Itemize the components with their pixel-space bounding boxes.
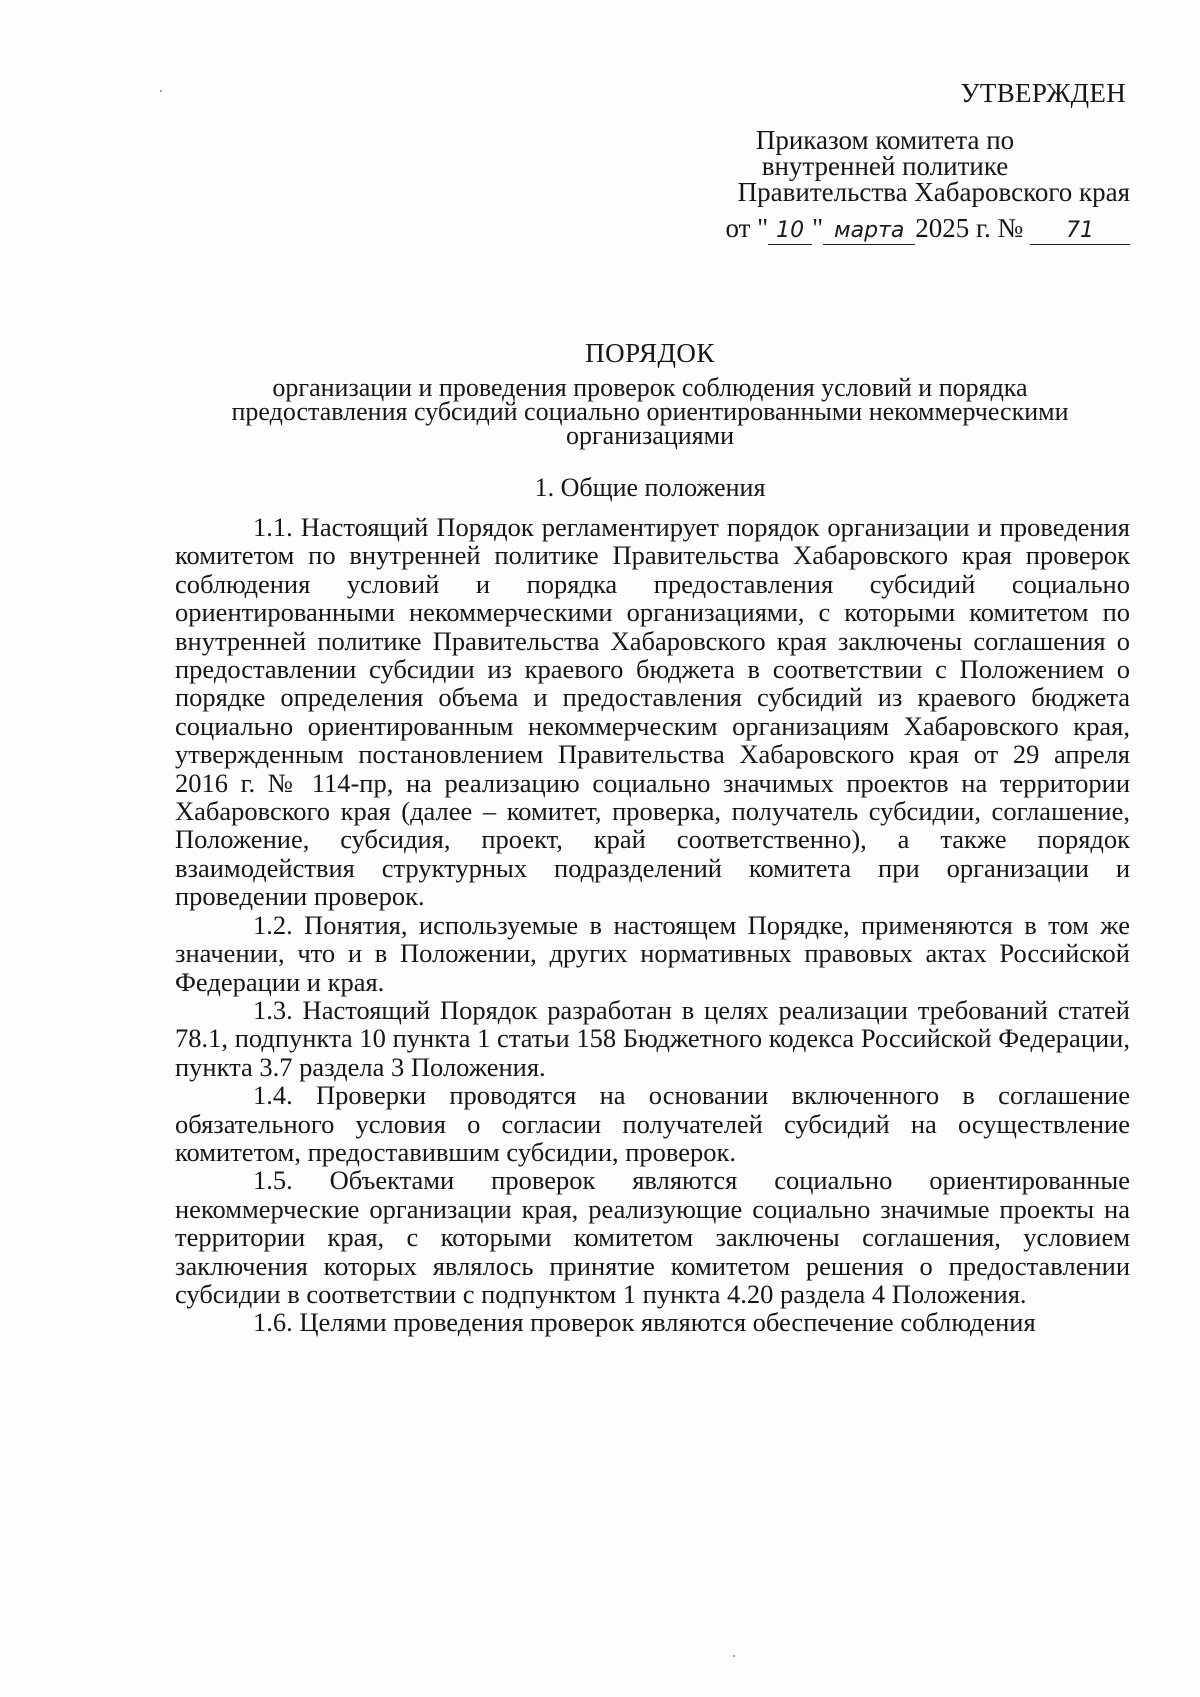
paragraph-1-5: 1.5. Объектами проверок являются социально ориентированные некоммерческие организации края, реализующие социально значимые проекты на территории края, с которыми комитетом заключены соглашения, условием заключения которых являлось принятие комитетом решения о предоставлении субсидии в соответствии с подпунктом 1 пункта 4.20 раздела 4 Положения. [175,1165,1130,1309]
approval-line-2: внутренней политике [761,151,1009,181]
handwritten-order-number: 71 [1030,218,1130,245]
date-quote: " [812,213,824,243]
document-subtitle: организации и проведения проверок соблюдения условий и порядка предоставления субсидий социально ориентированными некоммерческими организациями [231,373,1069,450]
handwritten-day: 10 [768,218,812,245]
approved-label: УТВЕРЖДЕН [960,78,1126,108]
section-heading: 1. Общие положения [534,473,766,502]
paragraph-1-3: 1.3. Настоящий Порядок разработан в целях реализации требований статей 78.1, подпункта 10 пункта 1 статьи 158 Бюджетного кодекса Российской Федерации, пункта 3.7 раздела 3 Положения. [175,994,1130,1082]
scan-speck [160,90,162,92]
paragraph-1-2: 1.2. Понятия, используемые в настоящем Порядке, применяются в том же значении, что и в Положении, других нормативных правовых актах Российской Федерации и края. [175,909,1130,997]
approval-line-3: Правительства Хабаровского края [737,177,1130,207]
order-date-line [700,213,1130,245]
document-title: ПОРЯДОК [585,338,715,368]
approval-line-1: Приказом комитета по [755,125,1015,155]
scan-speck [733,1655,735,1657]
date-year: 2025 г. № [915,213,1024,243]
date-prefix: от " [725,213,769,243]
paragraph-1-1: 1.1. Настоящий Порядок регламентирует порядок организации и проведения комитетом по внутренней политике Правительства Хабаровского края проверок соблюдения условий и порядка предоставления субсидий социально ориентированными некоммерческими организациями, с которыми комитетом по внутренней политике Правительства Хабаровского края заключены соглашения о предоставлении субсидии из краевого бюджета в соответствии с Положением о порядке определения объема и предоставления субсидий из краевого бюджета социально ориентированным некоммерческим организациям Хабаровского края, утвержденным постановлением Правительства Хабаровского края от 29 апреля 2016 г. № 114-пр, на реализацию социально значимых проектов на территории Хабаровского края (далее – комитет, проверка, получатель субсидии, соглашение, Положение, субсидия, проект, край соответственно), а также порядок взаимодействия структурных подразделений комитета при организации и проведении проверок. [175,512,1130,912]
approval-stamp-block [640,78,1130,205]
handwritten-month: марта [823,218,915,245]
document-body [175,513,1130,1337]
paragraph-1-6: 1.6. Целями проведения проверок являются обеспечение соблюдения [253,1307,1036,1338]
paragraph-1-4: 1.4. Проверки проводятся на основании включенного в соглашение обязательного условия о согласии получателей субсидий на осуществление комитетом, предоставившим субсидии, проверок. [175,1080,1130,1167]
